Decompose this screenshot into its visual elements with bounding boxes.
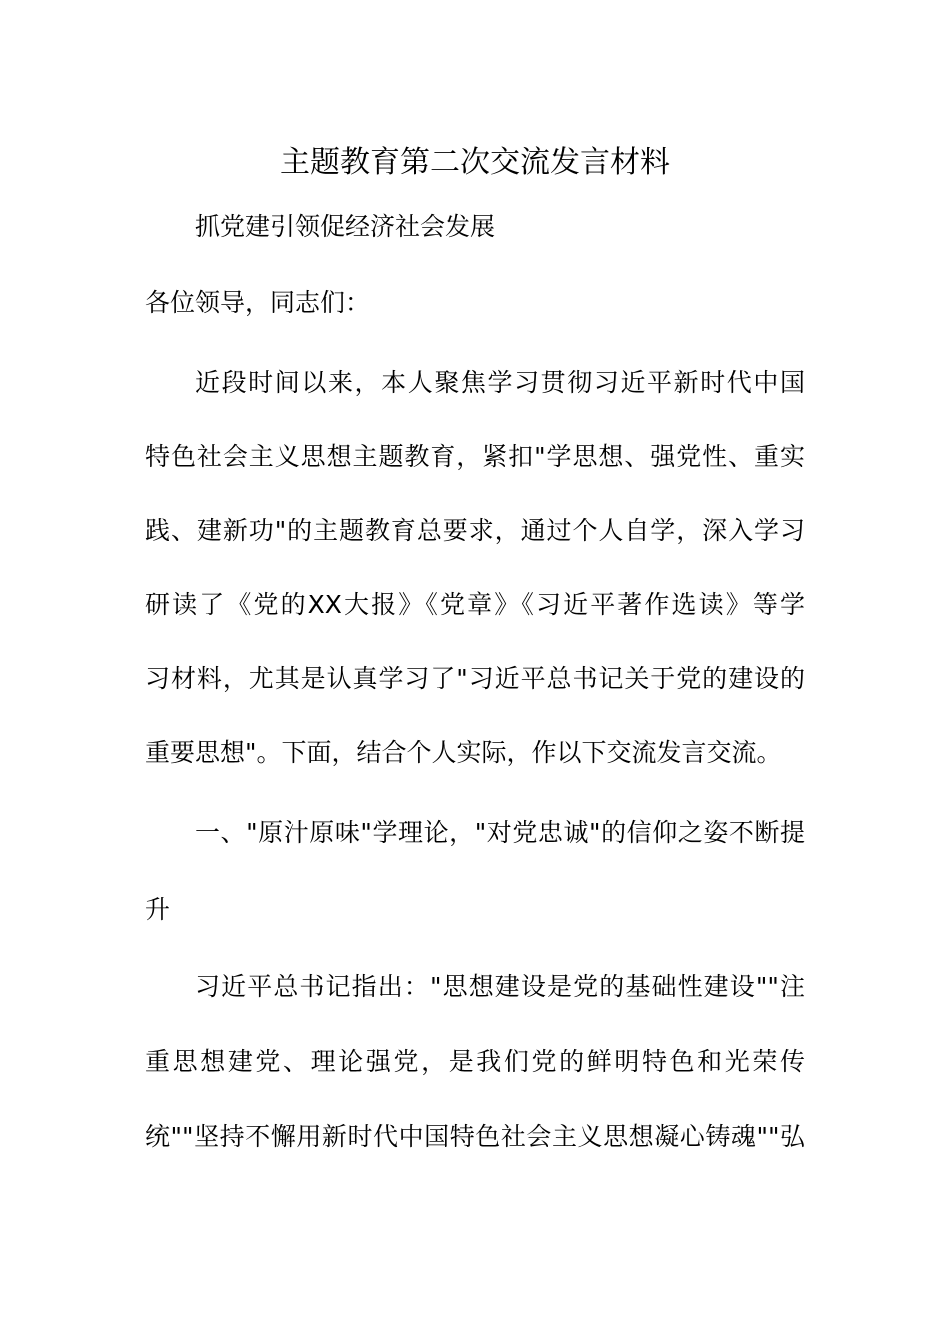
section-heading-continued: 升 [145,895,171,924]
paragraph-line: 研读了《党的XX大报》《党章》《习近平著作选读》等学 [145,590,805,619]
paragraph-line: 重思想建党、理论强党，是我们党的鲜明特色和光荣传 [145,1047,805,1076]
paragraph-line: 重要思想"。下面，结合个人实际，作以下交流发言交流。 [145,738,782,767]
paragraph-line: 践、建新功"的主题教育总要求，通过个人自学，深入学习 [145,516,805,545]
document-title: 主题教育第二次交流发言材料 [280,145,670,180]
section-heading: 一、"原汁原味"学理论，"对党忠诚"的信仰之姿不断提 [195,818,805,847]
salutation: 各位领导，同志们： [145,288,371,317]
paragraph-line: 统""坚持不懈用新时代中国特色社会主义思想凝心铸魂""弘 [145,1122,805,1151]
paragraph-line: 习近平总书记指出："思想建设是党的基础性建设""注 [195,972,805,1001]
paragraph-line: 近段时间以来，本人聚焦学习贯彻习近平新时代中国 [195,368,805,397]
document-subtitle: 抓党建引领促经济社会发展 [195,212,496,241]
paragraph-line: 习材料，尤其是认真学习了"习近平总书记关于党的建设的 [145,664,805,693]
paragraph-line: 特色社会主义思想主题教育，紧扣"学思想、强党性、重实 [145,442,805,471]
